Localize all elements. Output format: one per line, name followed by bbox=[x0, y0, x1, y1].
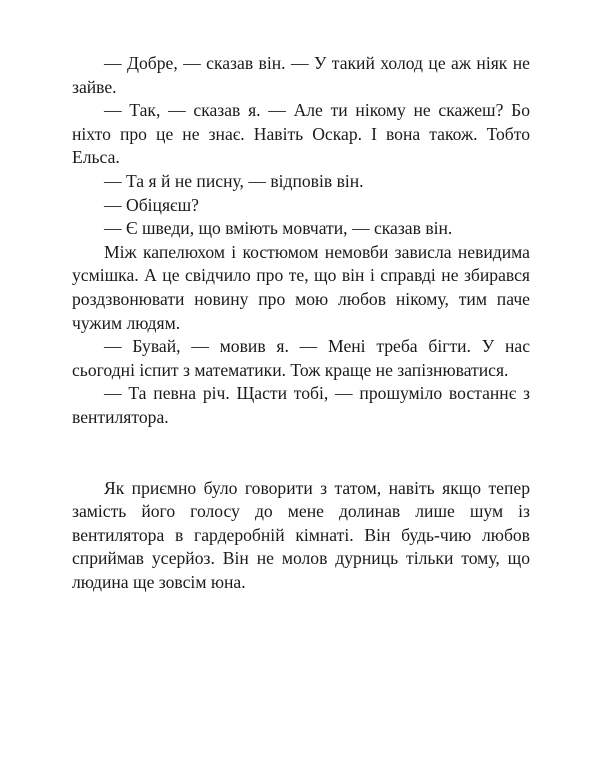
dialogue-line: — Та я й не писну, — відповів він. bbox=[104, 170, 364, 191]
dialogue-line: — Добре, — сказав він. — У такий холод це аж ніяк не зайве. bbox=[72, 53, 530, 97]
narrative-paragraph: Між капелюхом і костюмом немовби зависла невидима усмішка. А це свідчило про те, що він і справді не збирався роздзвонювати новину про мою любов нікому, тим паче чужим людям. bbox=[72, 241, 530, 333]
dialogue-line: — Обіцяєш? bbox=[104, 194, 199, 215]
section-break bbox=[72, 430, 530, 477]
dialogue-line: — Є шведи, що вміють мовчати, — сказав він. bbox=[104, 218, 453, 239]
dialogue-line: — Так, — сказав я. — Але ти нікому не скажеш? Бо ніхто про це не знає. Навіть Оскар. І вона також. Тобто Ельса. bbox=[72, 100, 530, 168]
narrative-paragraph: Як приємно було говорити з татом, навіть якщо тепер замість його голосу до мене долинав лише шум із вентилятора в гардеробній кімнаті. Він будь-чию любов сприймав усерйоз. Він не молов дурниць тільки тому, що людина ще зовсім юна. bbox=[72, 477, 530, 592]
book-page bbox=[72, 52, 530, 594]
dialogue-line: — Та певна річ. Щасти тобі, — прошуміло востаннє з вентилятора. bbox=[72, 383, 530, 427]
dialogue-line: — Бувай, — мовив я. — Мені треба бігти. У нас сьогодні іспит з математики. Тож краще не запізнюватися. bbox=[72, 336, 530, 380]
